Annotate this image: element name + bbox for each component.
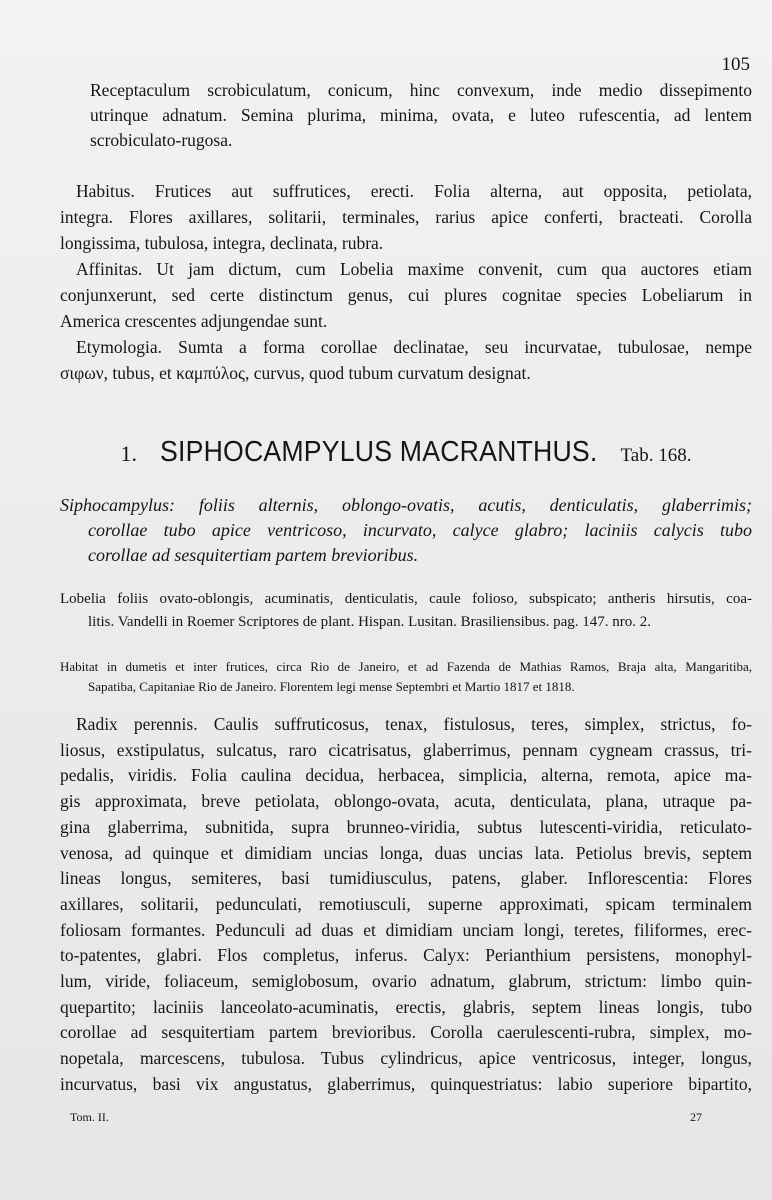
affinitas-paragraph [60, 256, 752, 334]
habitus-line: longissima, tubulosa, integra, declinata, rubra. [60, 233, 384, 253]
habitus-line: integra. Flores axillares, solitarii, terminales, rarius apice conferti, bracteati. Corolla [60, 207, 752, 227]
description-line: liosus, exstipulatus, sulcatus, raro cicatrisatus, glaberrimus, pennam cygneam crassus, tri- [60, 739, 752, 760]
species-description [60, 712, 752, 1098]
species-number: 1. [120, 441, 137, 466]
description-line: pedalis, viridis. Folia caulina decidua, herbacea, simplicia, alterna, remota, apice ma- [60, 765, 752, 786]
species-diagnosis [60, 493, 752, 568]
habitat-line: Sapatiba, Capitaniae Rio de Janeiro. Florentem legi mense Septembri et Martio 1817 et 1818. [88, 679, 575, 694]
affinitas-line: conjunxerunt, sed certe distinctum genus, cui plures cognitae species Lobeliarum in [60, 285, 752, 305]
habitat-note [60, 657, 752, 697]
description-line: gina glaberrima, subnitida, supra brunneo-viridia, subtus lutescenti-viridia, reticulato- [60, 816, 752, 837]
etymologia-line: σιφων, tubus, et καμπύλος, curvus, quod tubum curvatum designat. [60, 363, 531, 383]
receptaculum-line: scrobiculato-rugosa. [90, 130, 233, 150]
habitus-line: Habitus. Frutices aut suffrutices, erecti. Folia alterna, aut opposita, petiolata, [76, 181, 752, 201]
description-line: incurvatus, basi vix angustatus, glaberrimus, quinquestriatus: labio superiore bipartito, [60, 1073, 752, 1094]
species-heading [60, 436, 752, 469]
diagnosis-line: corollae tubo apice ventricoso, incurvato, calyce glabro; laciniis calycis tubo [88, 520, 752, 540]
signature-mark: 27 [690, 1110, 702, 1124]
description-line: lineas longus, semiteres, basi tumidiusculus, patens, glaber. Inflorescentia: Flores [60, 868, 752, 889]
plate-reference: Tab. 168. [620, 445, 692, 466]
diagnosis-line: Siphocampylus: foliis alternis, oblongo-ovatis, acutis, denticulatis, glaberrimis; [60, 495, 752, 515]
description-line: foliosam formantes. Pedunculi ad duas et dimidiam unciam longi, teretes, filiformes, erec- [60, 919, 752, 940]
affinitas-line: Affinitas. Ut jam dictum, cum Lobelia maxime convenit, cum qua auctores etiam [76, 259, 752, 279]
description-line: to-patentes, glabri. Flos completus, inferus. Calyx: Perianthium persistens, monophyl- [60, 945, 752, 966]
description-line: axillares, solitarii, pedunculati, remotiusculi, superne approximati, spicam terminalem [60, 893, 752, 914]
synonymy [60, 588, 752, 634]
genus-notes [60, 178, 752, 386]
receptaculum-paragraph [60, 78, 752, 153]
species-name: SIPHOCAMPYLUS MACRANTHUS. [160, 436, 598, 468]
affinitas-line: America crescentes adjungendae sunt. [60, 311, 328, 331]
etymologia-paragraph [60, 334, 752, 386]
habitus-paragraph [60, 178, 752, 256]
volume-footer: Tom. II. [70, 1110, 109, 1124]
diagnosis-line: corollae ad sesquitertiam partem brevioribus. [88, 545, 419, 565]
description-line: gis approximata, breve petiolata, oblongo-ovata, acuta, denticulata, plana, utraque pa- [60, 791, 752, 812]
description-line: corollae ad sesquitertiam partem brevioribus. Corolla caerulescenti-rubra, simplex, mo- [60, 1022, 752, 1043]
description-line: venosa, ad quinque et dimidiam uncias longa, duas uncias lata. Petiolus brevis, septem [60, 842, 752, 863]
description-line: lum, viride, foliaceum, semiglobosum, ovario adnatum, glabrum, strictum: limbo quin- [60, 971, 752, 992]
etymologia-line: Etymologia. Sumta a forma corollae declinatae, seu incurvatae, tubulosae, nempe [76, 337, 752, 357]
description-line: quepartito; laciniis lanceolato-acuminatis, erectis, glabris, septem lineas longis, tubo [60, 996, 752, 1017]
description-line: Radix perennis. Caulis suffruticosus, tenax, fistulosus, teres, simplex, strictus, fo- [76, 714, 752, 734]
synonym-line: litis. Vandelli in Roemer Scriptores de plant. Hispan. Lusitan. Brasiliensibus. pag. 147. nro. 2. [88, 614, 651, 630]
description-line: nopetala, marcescens, tubulosa. Tubus cylindricus, apice ventricosus, integer, longus, [60, 1048, 752, 1069]
receptaculum-line: Receptaculum scrobiculatum, conicum, hinc convexum, inde medio dissepimento [90, 80, 752, 100]
habitat-line: Habitat in dumetis et inter frutices, circa Rio de Janeiro, et ad Fazenda de Mathias Ramos, Braja alta, Mangaritiba, [60, 659, 752, 674]
page-number: 105 [721, 54, 750, 75]
receptaculum-line: utrinque adnatum. Semina plurima, minima, ovata, e luteo rufescentia, ad lentem [90, 105, 752, 125]
synonym-line: Lobelia foliis ovato-oblongis, acuminatis, denticulatis, caule folioso, subspicato; antheris hirsutis, coa- [60, 591, 752, 607]
